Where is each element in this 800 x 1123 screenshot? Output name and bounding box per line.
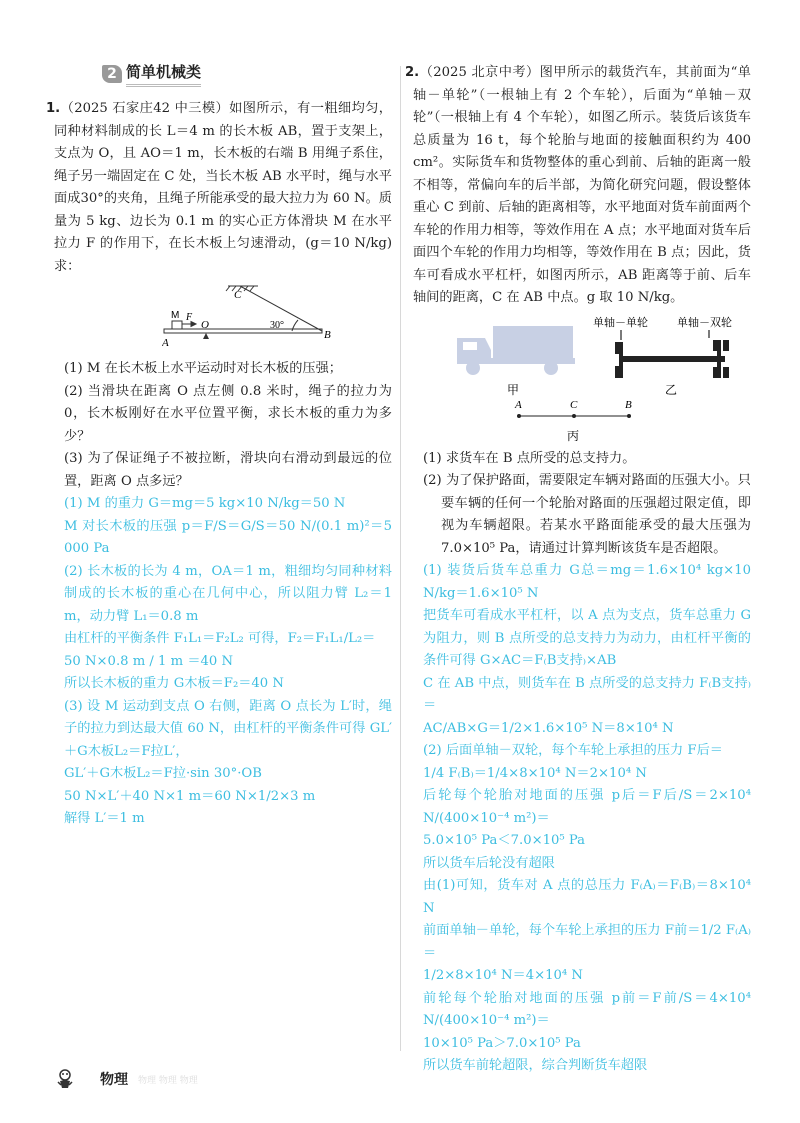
- label-yi: 乙: [665, 382, 678, 397]
- q1-stem: 1.（2025 石家庄42 中三模）如图所示，有一粗细均匀，同种材料制成的长 L＝4 m 的长木板 AB，置于支架上，支点为 O，且 AO＝1 m，长木板的右端 B 用绳子系住，绳子另一端固定在 C 处，当长木板 AB 水平时，绳与水平面成30°的夹角，且绳子所能承受的最大拉力为 60 N。质量为 5 kg、边长为 0.1 m 的实心正方体滑块 M 在水平拉力 F 的作用下，在长木板上匀速滑动，(g＝10 N/kg) 求：: [46, 101, 392, 274]
- page-footer: [54, 1068, 198, 1090]
- label-pt-a: A: [515, 398, 522, 411]
- label-bing: 丙: [567, 428, 580, 443]
- answer-line: (2) 后面单轴－双轮，每个车轮上承担的压力 F后＝: [423, 743, 723, 758]
- answer-line: 50 N×0.8 m / 1 m ＝40 N: [64, 653, 234, 669]
- q2-answer: [413, 560, 751, 1078]
- answer-line: 1/2×8×10⁴ N＝4×10⁴ N: [423, 968, 583, 983]
- q2-sub-2: (2) 为了保护路面，需要限定车辆对路面的压强大小。只要车辆的任何一个轮胎对路面的压强超过限定值，即视为车辆超限。若某水平路面能承受的最大压强为 7.0×10⁵ Pa，请通过计算判断该货车是否超限。: [423, 473, 751, 556]
- label-a: A: [162, 337, 169, 349]
- column-divider: [400, 66, 401, 1051]
- answer-line: 5.0×10⁵ Pa＜7.0×10⁵ Pa: [423, 833, 586, 848]
- footer-faint-text: 物理 物理 物理: [138, 1075, 198, 1086]
- answer-line: 所以货车后轮没有超限: [423, 855, 555, 871]
- right-column: [405, 62, 751, 1078]
- axle-diagram: [615, 340, 729, 378]
- label-c: C: [234, 289, 242, 301]
- answer-line: 由(1)可知，货车对 A 点的总压力 F₍A₎＝F₍B₎＝8×10⁴ N: [423, 878, 751, 916]
- label-o: O: [201, 319, 209, 331]
- label-angle: 30°: [270, 320, 284, 331]
- q2-number: 2.: [405, 65, 420, 80]
- footer-subject: 物理: [100, 1072, 128, 1088]
- answer-line: 前轮每个轮胎对地面的压强 p前＝F前/S＝4×10⁴ N/(400×10⁻⁴ m²)＝: [423, 990, 751, 1028]
- answer-line: 所以货车前轮超限，综合判断货车超限: [423, 1058, 648, 1073]
- answer-line: (1) 装货后货车总重力 G总＝mg＝1.6×10⁴ kg×10 N/kg＝1.6×10⁵ N: [423, 563, 751, 601]
- answer-line: 解得 L′＝1 m: [64, 811, 145, 826]
- answer-line: 后轮每个轮胎对地面的压强 p后＝F后/S＝2×10⁴ N/(400×10⁻⁴ m²)＝: [423, 788, 751, 826]
- label-jia: 甲: [507, 382, 520, 397]
- q2-sub-1: (1) 求货车在 B 点所受的总支持力。: [423, 450, 636, 466]
- label-f: F: [186, 312, 193, 323]
- q2-figure: [437, 316, 737, 444]
- answer-line: 1/4 F₍B₎＝1/4×8×10⁴ N＝2×10⁴ N: [423, 765, 647, 781]
- q1-sub-1: (1) M 在长木板上水平运动时对长木板的压强；: [64, 361, 342, 376]
- answer-line: 50 N×L′＋40 N×1 m＝60 N×1/2×3 m: [64, 788, 316, 804]
- q1-answer: [54, 493, 392, 831]
- label-m: M: [171, 310, 180, 321]
- answer-line: 前面单轴－单轮，每个车轮上承担的压力 F前＝1/2 F₍A₎＝: [423, 923, 751, 961]
- answer-line: 所以长木板的重力 G木板＝F₂＝40 N: [64, 676, 284, 691]
- answer-line: AC/AB×G＝1/2×1.6×10⁵ N＝8×10⁴ N: [423, 720, 674, 736]
- pivot-support: [203, 333, 209, 339]
- answer-line: 由杠杆的平衡条件 F₁L₁＝F₂L₂ 可得，F₂＝F₁L₁/L₂＝: [64, 631, 376, 646]
- section-header: [54, 62, 392, 86]
- truck-icon: [457, 326, 575, 375]
- answer-line: (2) 长木板的长为 4 m，OA＝1 m，粗细均匀同种材料制成的长木板的重心在几何中心，所以阻力臂 L₂＝1 m，动力臂 L₁＝0.8 m: [64, 563, 392, 624]
- answer-line: 10×10⁵ Pa＞7.0×10⁵ Pa: [423, 1035, 581, 1051]
- q1-number: 1.: [46, 101, 61, 116]
- answer-line: (3) 设 M 运动到支点 O 右侧，距离 O 点长为 L′时，绳子的拉力到达最大值 60 N，由杠杆的平衡条件可得 GL′＋G木板L₂＝F拉L′，: [64, 698, 392, 759]
- section-title: 简单机械类: [126, 61, 201, 88]
- q1-sub-3: (3) 为了保证绳子不被拉断，滑块向右滑动到最远的位置，距离 O 点多远？: [64, 451, 392, 489]
- answer-line: 把货车可看成水平杠杆，以 A 点为支点，货车总重力 G 为阻力，则 B 点所受的总支持力为动力，由杠杆平衡的条件可得 G×AC＝F₍B支持₎×AB: [423, 608, 751, 668]
- answer-line: GL′＋G木板L₂＝F拉·sin 30°·OB: [64, 766, 262, 781]
- label-pt-b: B: [625, 398, 632, 411]
- q2-stem: 2.（2025 北京中考）图甲所示的载货汽车，其前面为“单轴－单轮”（一根轴上有 2 个车轮），后面为“单轴－双轮”（一根轴上有 4 个车轮），如图乙所示。装货后该货车总质量为 16 t，每个轮胎与地面的接触面积约为 400 cm²。实际货车和货物整体的重心到前、后轴的距离一般不相等，常偏向车的后半部，为简化研究问题，假设整体重心 C 到前、后轴的距离相等，水平地面对货车前面两个车轮的作用力相等，等效作用在 A 点；水平地面对货车后面四个车轮的作用力均相等，等效作用在 B 点；因此，货车可看成水平杠杆，如图丙所示，AB 距离等于前、后车轴间的距离，C 在 AB 中点。g 取 10 N/kg。: [405, 65, 751, 305]
- answer-line: M 对长木板的压强 p＝F/S＝G/S＝50 N/(0.1 m)²＝5 000 Pa: [64, 518, 392, 556]
- label-b: B: [324, 329, 331, 341]
- answer-line: C 在 AB 中点，则货车在 B 点所受的总支持力 F₍B支持₎＝: [423, 675, 751, 713]
- label-axle-rear: 单轴－双轮: [677, 315, 732, 329]
- label-pt-c: C: [570, 398, 578, 411]
- answer-line: (1) M 的重力 G＝mg＝5 kg×10 N/kg＝50 N: [64, 496, 346, 511]
- section-number: 2: [102, 65, 122, 83]
- q1-figure: [162, 282, 332, 354]
- q1-sub-2: (2) 当滑块在距离 O 点左侧 0.8 米时，绳子的拉力为 0，长木板刚好在水平位置平衡，求长木板的重力为多少？: [64, 383, 392, 444]
- label-axle-front: 单轴－单轮: [593, 315, 648, 329]
- mascot-icon: [54, 1068, 76, 1090]
- left-column: [46, 62, 392, 831]
